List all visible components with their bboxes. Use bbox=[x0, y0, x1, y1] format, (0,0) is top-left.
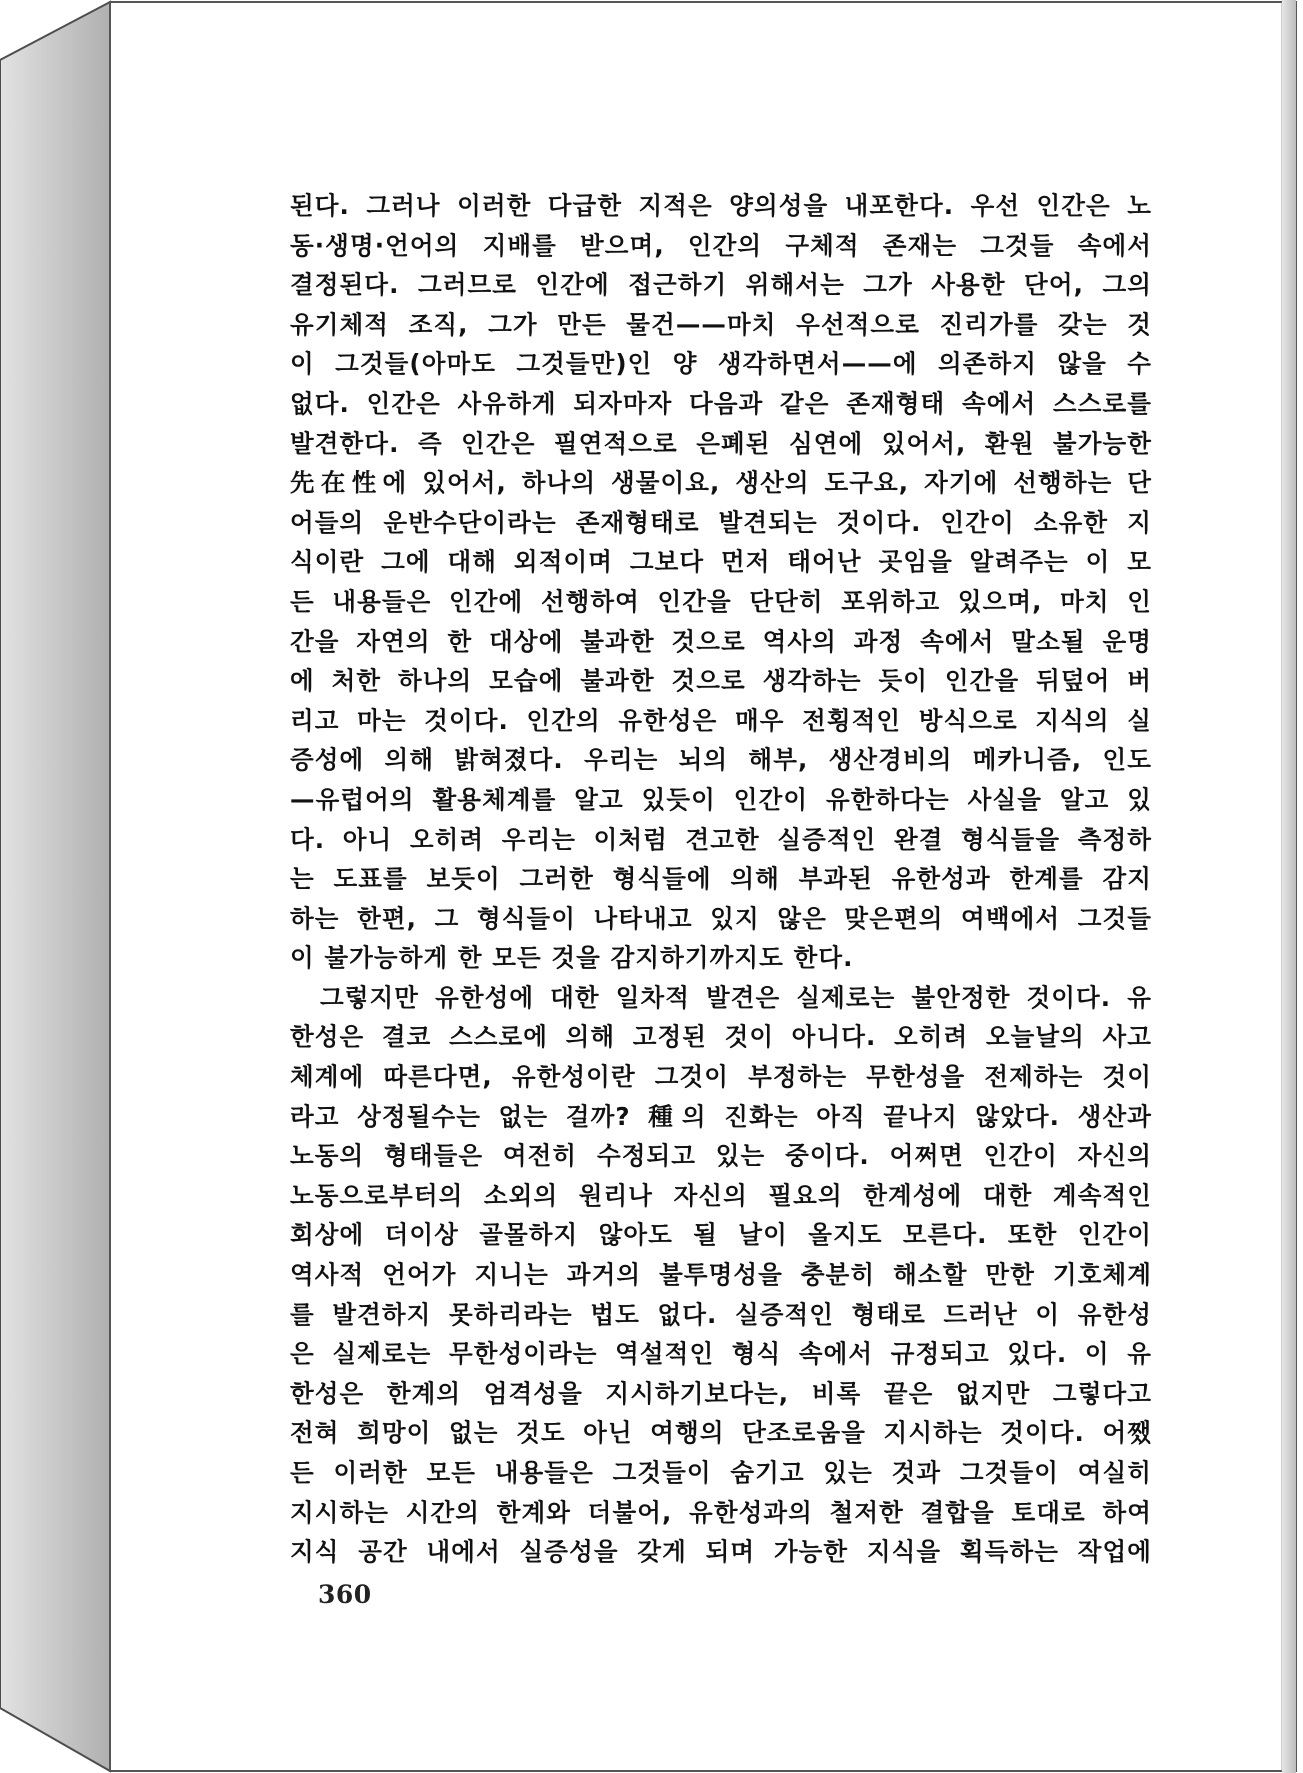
text-line: 그렇지만 유한성에 대한 일차적 발견은 실제로는 불안정한 것이다. 유 bbox=[320, 982, 1152, 1012]
text-line: 에 처한 하나의 모습에 불과한 것으로 생각하는 듯이 인간을 뒤덮어 버 bbox=[290, 666, 1152, 696]
text-line: 리고 마는 것이다. 인간의 유한성은 매우 전횡적인 방식으로 지식의 실 bbox=[290, 705, 1152, 735]
text-line: 지식 공간 내에서 실증성을 갖게 되며 가능한 지식을 획득하는 작업에 bbox=[290, 1537, 1152, 1567]
text-line: 이 불가능하게 한 모든 것을 감지하기까지도 한다. bbox=[290, 943, 854, 973]
text-line: 는 도표를 보듯이 그러한 형식들에 의해 부과된 유한성과 한계를 감지 bbox=[290, 864, 1152, 894]
text-line: 된다. 그러나 이러한 다급한 지적은 양의성을 내포한다. 우선 인간은 노 bbox=[290, 191, 1152, 220]
text-line: 전혀 희망이 없는 것도 아닌 여행의 단조로움을 지시하는 것이다. 어쨌 bbox=[290, 1418, 1152, 1448]
text-line: 결정된다. 그러므로 인간에 접근하기 위해서는 그가 사용한 단어, 그의 bbox=[290, 270, 1152, 300]
page-number: 360 bbox=[318, 1580, 372, 1609]
text-line: 은 실제로는 무한성이라는 역설적인 형식 속에서 규정되고 있다. 이 유 bbox=[290, 1339, 1152, 1369]
paragraph bbox=[290, 978, 1152, 1572]
text-line: 노동의 형태들은 여전히 수정되고 있는 중이다. 어쩌면 인간이 자신의 bbox=[290, 1141, 1152, 1171]
text-line: 없다. 인간은 사유하게 되자마자 다음과 같은 존재형태 속에서 스스로를 bbox=[290, 388, 1152, 418]
text-line: 를 발견하지 못하리라는 법도 없다. 실증적인 형태로 드러난 이 유한성 bbox=[290, 1299, 1152, 1329]
text-line: 역사적 언어가 지니는 과거의 불투명성을 충분히 해소할 만한 기호체계 bbox=[290, 1260, 1152, 1290]
text-line: 식이란 그에 대해 외적이며 그보다 먼저 태어난 곳임을 알려주는 이 모 bbox=[290, 547, 1152, 577]
text-line: 회상에 더이상 골몰하지 않아도 될 날이 올지도 모른다. 또한 인간이 bbox=[290, 1220, 1152, 1250]
text-line: 발견한다. 즉 인간은 필연적으로 은폐된 심연에 있어서, 환원 불가능한 bbox=[290, 428, 1152, 458]
text-line: 유기체적 조직, 그가 만든 물건——마치 우선적으로 진리가를 갖는 것 bbox=[290, 309, 1152, 339]
text-line: 체계에 따른다면, 유한성이란 그것이 부정하는 무한성을 전제하는 것이 bbox=[290, 1062, 1152, 1092]
page-edge-shadow bbox=[1282, 0, 1296, 1773]
paragraph bbox=[290, 186, 1152, 978]
text-line: 다. 아니 오히려 우리는 이처럼 견고한 실증적인 완결 형식들을 측정하 bbox=[290, 824, 1152, 854]
text-line: 先在性에 있어서, 하나의 생물이요, 생산의 도구요, 자기에 선행하는 단 bbox=[290, 468, 1152, 498]
text-line: 지시하는 시간의 한계와 더불어, 유한성과의 철저한 결합을 토대로 하여 bbox=[290, 1497, 1152, 1527]
text-line: 노동으로부터의 소외의 원리나 자신의 필요의 한계성에 대한 계속적인 bbox=[290, 1180, 1152, 1210]
text-line: 하는 한편, 그 형식들이 나타내고 있지 않은 맞은편의 여백에서 그것들 bbox=[290, 903, 1152, 933]
text-line: 라고 상정될수는 없는 걸까? 種의 진화는 아직 끝나지 않았다. 생산과 bbox=[290, 1101, 1152, 1131]
text-line: 이 그것들(아마도 그것들만)인 양 생각하면서——에 의존하지 않을 수 bbox=[290, 349, 1152, 379]
text-line: 어들의 운반수단이라는 존재형태로 발견되는 것이다. 인간이 소유한 지 bbox=[290, 507, 1152, 537]
text-line: 든 이러한 모든 내용들은 그것들이 숨기고 있는 것과 그것들이 여실히 bbox=[290, 1458, 1152, 1487]
text-line: 한성은 한계의 엄격성을 지시하기보다는, 비록 끝은 없지만 그렇다고 bbox=[290, 1378, 1152, 1408]
body-text bbox=[290, 186, 1152, 1572]
text-line: 간을 자연의 한 대상에 불과한 것으로 역사의 과정 속에서 말소될 운명 bbox=[290, 626, 1152, 656]
text-line: 증성에 의해 밝혀졌다. 우리는 뇌의 해부, 생산경비의 메카니즘, 인도 bbox=[290, 745, 1152, 775]
text-line: —유럽어의 활용체계를 알고 있듯이 인간이 유한하다는 사실을 알고 있 bbox=[290, 784, 1152, 814]
text-line: 한성은 결코 스스로에 의해 고정된 것이 아니다. 오히려 오늘날의 사고 bbox=[290, 1022, 1152, 1052]
text-line: 동·생명·언어의 지배를 받으며, 인간의 구체적 존재는 그것들 속에서 bbox=[290, 230, 1152, 260]
text-line: 든 내용들은 인간에 선행하여 인간을 단단히 포위하고 있으며, 마치 인 bbox=[290, 586, 1152, 616]
